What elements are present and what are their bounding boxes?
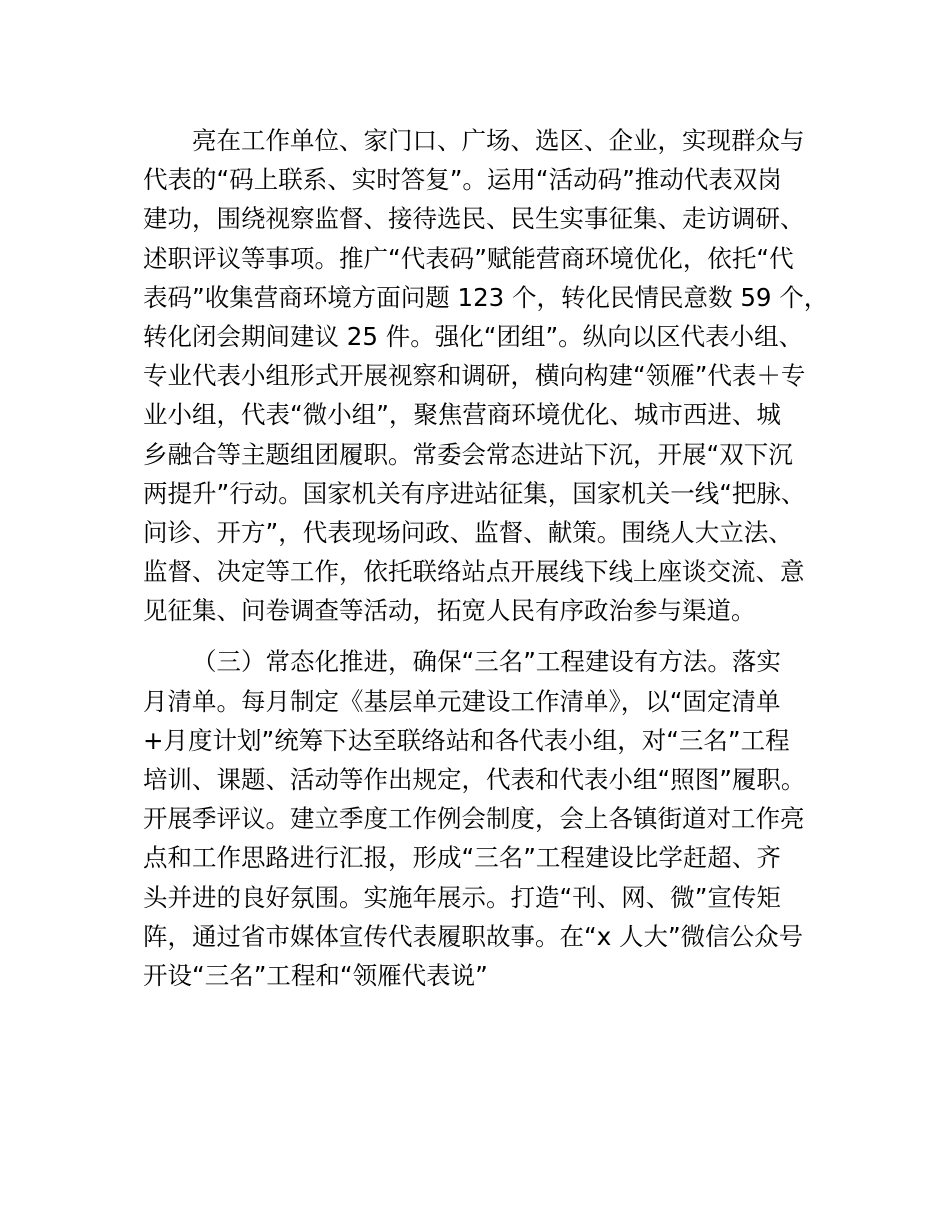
paragraph-line: 专业代表小组形式开展视察和调研，横向构建“领雁”代表＋专	[143, 361, 806, 391]
paragraph-line: 亮在工作单位、家门口、广场、选区、企业，实现群众与	[192, 126, 805, 155]
paragraph-spacer	[143, 630, 843, 642]
paragraph-line: 代表的“码上联系、实时答复”。运用“活动码”推动代表双岗	[143, 165, 782, 195]
paragraph-line: 见征集、问卷调查等活动，拓宽人民有序政治参与渠道。	[143, 596, 756, 626]
paragraph-line: 培训、课题、活动等作出规定，代表和代表小组“照图”履职。	[143, 765, 806, 794]
paragraph-line: 乡融合等主题组团履职。常委会常态进站下沉，开展“双下沉	[143, 439, 793, 469]
document-body	[143, 121, 843, 995]
paragraph-line: 建功，围绕视察监督、接待选民、民生实事征集、走访调研、	[143, 204, 805, 234]
paragraph-line: 转化闭会期间建议 25 件。强化“团组”。纵向以区代表小组、	[143, 321, 804, 351]
paragraph-line: 月清单。每月制定《基层单元建设工作清单》，以“固定清单	[143, 686, 781, 716]
paragraph-line: 表码”收集营商环境方面问题 123 个，转化民情民意数 59 个，	[143, 282, 829, 312]
paragraph-line: 开设“三名”工程和“领雁代表说”	[143, 960, 488, 990]
paragraph-line: 问诊、开方”，代表现场问政、监督、献策。围绕人大立法、	[143, 517, 793, 547]
paragraph-1	[143, 121, 843, 630]
paragraph-line: 点和工作思路进行汇报，形成“三名”工程建设比学赶超、齐	[143, 843, 781, 873]
paragraph-line: 述职评议等事项。推广“代表码”赋能营商环境优化，依托“代	[143, 243, 794, 273]
paragraph-2	[143, 642, 843, 995]
paragraph-line: 监督、决定等工作，依托联络站点开展线下线上座谈交流、意	[143, 557, 805, 587]
paragraph-line: 头并进的良好氛围。实施年展示。打造“刊、网、微”宣传矩	[143, 882, 781, 912]
paragraph-line: +月度计划”统筹下达至联络站和各代表小组，对“三名”工程	[143, 725, 790, 755]
paragraph-line: 两提升”行动。国家机关有序进站征集，国家机关一线“把脉、	[143, 478, 806, 508]
paragraph-line: （三）常态化推进，确保“三名”工程建设有方法。落实	[192, 647, 781, 677]
paragraph-line: 开展季评议。建立季度工作例会制度，会上各镇街道对工作亮	[143, 804, 805, 834]
paragraph-line: 业小组，代表“微小组”，聚焦营商环境优化、城市西进、城	[143, 400, 781, 430]
paragraph-line: 阵，通过省市媒体宣传代表履职故事。在“x 人大”微信公众号	[143, 921, 804, 951]
